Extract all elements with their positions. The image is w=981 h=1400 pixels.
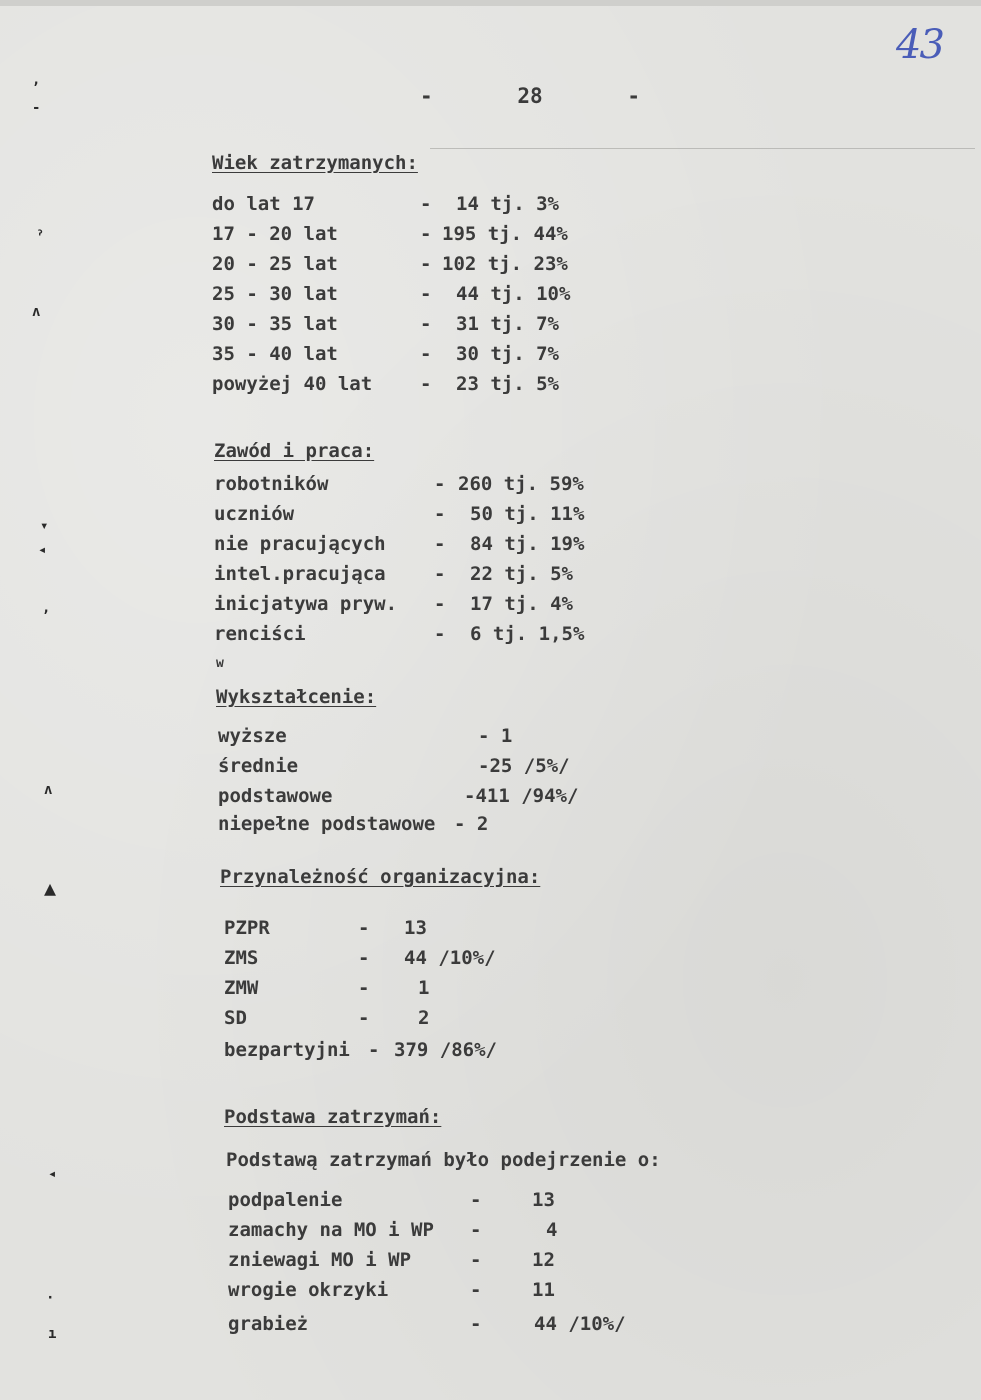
membership-label: SD [224, 1007, 247, 1029]
membership-dash: - [368, 1039, 380, 1061]
age-value: 102 tj. 23% [442, 253, 568, 275]
occupation-label: nie pracujących [214, 533, 386, 555]
membership-value: 44 /10%/ [404, 947, 496, 969]
age-dash: - [420, 193, 432, 215]
occupation-value: 50 tj. 11% [470, 503, 585, 525]
age-value: 31 tj. 7% [456, 313, 559, 335]
section-title-occupation: Zawód i praca: [214, 440, 375, 462]
membership-label: bezpartyjni [224, 1039, 350, 1061]
membership-value: 2 [418, 1007, 430, 1029]
age-dash: - [420, 253, 432, 275]
age-value: 23 tj. 5% [456, 373, 559, 395]
margin-mark: · [46, 1290, 55, 1306]
occupation-value: 84 tj. 19% [470, 533, 585, 555]
basis-dash: - [470, 1279, 482, 1301]
basis-dash: - [470, 1189, 482, 1211]
age-label: 20 - 25 lat [212, 253, 338, 275]
occupation-label: renciści [214, 623, 306, 645]
basis-intro-text: Podstawą zatrzymań było podejrzenie o: [226, 1149, 661, 1171]
education-label: niepełne podstawowe [218, 813, 436, 835]
occupation-value: 6 tj. 1,5% [470, 623, 585, 645]
membership-dash: - [358, 917, 370, 939]
basis-dash: - [470, 1313, 482, 1335]
age-dash: - [420, 313, 432, 335]
occupation-label: inicjatywa pryw. [214, 593, 398, 615]
section-title-age: Wiek zatrzymanych: [212, 152, 418, 174]
margin-mark: ʌ [32, 304, 41, 320]
occupation-dash: - [434, 533, 446, 555]
page-number-dash-right: - [627, 84, 640, 108]
basis-value: 44 /10%/ [534, 1313, 626, 1335]
age-label: 30 - 35 lat [212, 313, 338, 335]
age-value: 14 tj. 3% [456, 193, 559, 215]
page-number-value: 28 [517, 84, 543, 108]
margin-mark: ◂ [48, 1166, 57, 1182]
occupation-value: 260 tj. 59% [458, 473, 584, 495]
margin-mark: , [32, 72, 41, 88]
age-dash: - [420, 373, 432, 395]
basis-dash: - [470, 1219, 482, 1241]
occupation-dash: - [434, 593, 446, 615]
education-label: podstawowe [218, 785, 333, 807]
occupation-dash: - [434, 503, 446, 525]
age-value: 44 tj. 10% [456, 283, 571, 305]
membership-value: 1 [418, 977, 430, 999]
handwritten-page-number: 43 [896, 22, 943, 68]
page-number [420, 84, 640, 108]
occupation-label: robotników [214, 473, 329, 495]
membership-value: 13 [404, 917, 427, 939]
page-number-dash-left: - [420, 84, 433, 108]
membership-value: 379 /86%/ [394, 1039, 497, 1061]
education-label: średnie [218, 755, 299, 777]
basis-value: 4 [546, 1219, 558, 1241]
occupation-dash: - [434, 623, 446, 645]
education-label: wyższe [218, 725, 287, 747]
membership-dash: - [358, 947, 370, 969]
basis-label: wrogie okrzyki [228, 1279, 389, 1301]
occupation-label: uczniów [214, 503, 295, 525]
basis-label: grabież [228, 1313, 309, 1335]
occupation-value: 22 tj. 5% [470, 563, 573, 585]
section-title-basis: Podstawa zatrzymań: [224, 1106, 442, 1128]
age-value: 30 tj. 7% [456, 343, 559, 365]
age-label: 17 - 20 lat [212, 223, 338, 245]
paper-edge [0, 0, 981, 6]
occupation-dash: - [434, 473, 446, 495]
basis-label: podpalenie [228, 1189, 343, 1211]
membership-dash: - [358, 977, 370, 999]
stray-typed-mark: w [216, 656, 224, 671]
fold-line [430, 148, 975, 149]
membership-dash: - [358, 1007, 370, 1029]
age-dash: - [420, 343, 432, 365]
membership-label: ZMS [224, 947, 259, 969]
basis-value: 12 [532, 1249, 555, 1271]
section-title-membership: Przynależność organizacyjna: [220, 866, 541, 888]
age-label: do lat 17 [212, 193, 315, 215]
margin-mark: ˀ [36, 228, 45, 244]
basis-value: 11 [532, 1279, 555, 1301]
age-label: powyżej 40 lat [212, 373, 373, 395]
occupation-value: 17 tj. 4% [470, 593, 573, 615]
basis-label: zniewagi MO i WP [228, 1249, 412, 1271]
education-value: -25 /5%/ [478, 755, 570, 777]
margin-mark: ▾ [40, 518, 49, 534]
occupation-label: intel.pracująca [214, 563, 386, 585]
age-label: 35 - 40 lat [212, 343, 338, 365]
basis-label: zamachy na MO i WP [228, 1219, 434, 1241]
margin-mark: ı [48, 1326, 57, 1342]
section-title-education: Wykształcenie: [216, 686, 377, 708]
margin-mark: ʌ [44, 782, 53, 798]
education-value: - 2 [454, 813, 489, 835]
age-label: 25 - 30 lat [212, 283, 338, 305]
basis-value: 13 [532, 1189, 555, 1211]
margin-mark: , [42, 600, 51, 616]
margin-mark: ▲ [44, 876, 57, 900]
membership-label: ZMW [224, 977, 259, 999]
age-dash: - [420, 223, 432, 245]
occupation-dash: - [434, 563, 446, 585]
basis-dash: - [470, 1249, 482, 1271]
margin-mark: ◂ [38, 542, 47, 558]
age-dash: - [420, 283, 432, 305]
margin-mark: - [32, 100, 41, 116]
membership-label: PZPR [224, 917, 270, 939]
age-value: 195 tj. 44% [442, 223, 568, 245]
education-value: - 1 [478, 725, 513, 747]
education-value: -411 /94%/ [464, 785, 579, 807]
